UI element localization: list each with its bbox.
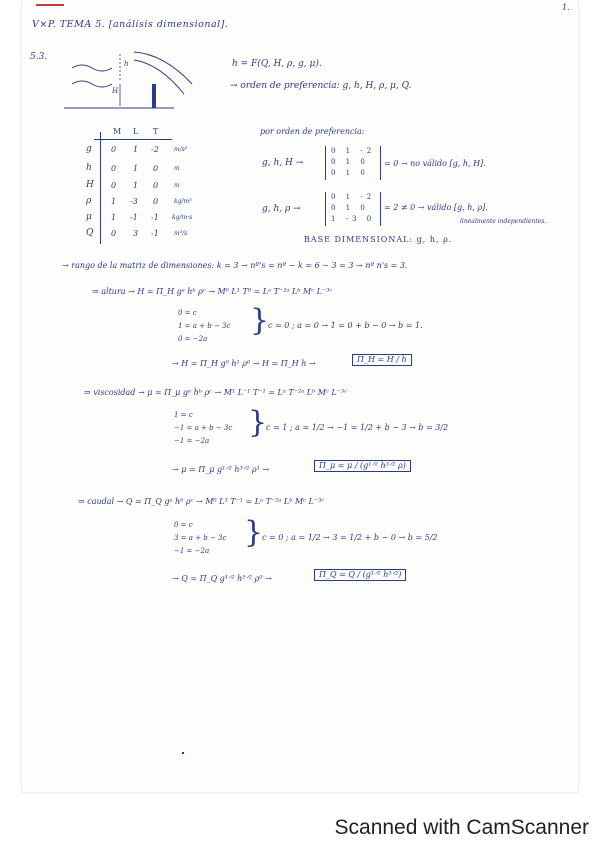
viscosidad-eq3: −1 = −2a bbox=[174, 437, 210, 445]
cell: 1 bbox=[111, 213, 117, 222]
case1-matrix-row: 0 1 0 bbox=[331, 169, 369, 177]
viscosidad-eq2: −1 = a + b − 3c bbox=[174, 424, 233, 432]
altura-eq3: 0 = −2a bbox=[178, 335, 208, 343]
viscosidad-result-lead: → μ = Π_μ g¹ᐟ² h³ᐟ² ρ¹ → bbox=[172, 465, 270, 474]
caudal-eq2: 3 = a + b − 3c bbox=[174, 534, 227, 542]
base-dimensional: BASE DIMENSIONAL: g, h, ρ. bbox=[304, 235, 453, 244]
scanned-page bbox=[22, 0, 578, 792]
preference-order: → orden de preferencia: g, h, H, ρ, μ, Q. bbox=[230, 81, 412, 91]
camscanner-watermark: Scanned with CamScanner bbox=[334, 816, 589, 839]
caudal-solution: c = 0 ; a = 1/2 → 3 = 1/2 + b − 0 → b = 5/2 bbox=[262, 533, 438, 542]
function-statement: h = F(Q, H, ρ, g, μ). bbox=[232, 59, 322, 69]
sketch-label-H: H bbox=[112, 87, 119, 95]
row-var: Q bbox=[86, 228, 94, 238]
cell: 0 bbox=[111, 145, 117, 154]
viscosidad-solution: c = 1 ; a = 1/2 → −1 = 1/2 + b − 3 → b = 3/2 bbox=[266, 423, 449, 432]
unit: m bbox=[174, 182, 180, 189]
page-title: V×P. TEMA 5. [análisis dimensional]. bbox=[32, 19, 229, 30]
row-var: h bbox=[86, 163, 92, 173]
viscosidad-eq1: 1 = c bbox=[174, 411, 193, 419]
preference-heading: por orden de preferencia: bbox=[260, 127, 365, 136]
caudal-result-box: Π_Q = Q / (g¹ᐟ² h⁵ᐟ²) bbox=[314, 569, 406, 581]
cell: 1 bbox=[133, 164, 139, 173]
cell: 1 bbox=[111, 197, 117, 206]
viscosidad-result-box: Π_μ = μ / (g¹ᐟ² h³ᐟ² ρ) bbox=[314, 460, 411, 472]
cell: 0 bbox=[153, 197, 159, 206]
case1-matrix-row: 0 1 0 bbox=[331, 158, 369, 166]
cell: -1 bbox=[130, 213, 138, 222]
page-number: 1. bbox=[562, 3, 570, 12]
cell: 0 bbox=[153, 181, 159, 190]
viscosidad-brace: } bbox=[248, 405, 268, 440]
case1-matrix-row: 0 1 -2 bbox=[331, 147, 376, 155]
case2-matrix-row: 0 1 0 bbox=[331, 204, 369, 212]
cell: 1 bbox=[133, 145, 139, 154]
row-var: ρ bbox=[86, 196, 92, 206]
case1-vars: g, h, H → bbox=[262, 158, 304, 168]
altura-result-lead: → H = Π_H g⁰ h¹ ρ⁰ → H = Π_H h → bbox=[172, 359, 316, 368]
caudal-result-lead: → Q = Π_Q g¹ᐟ² h⁵ᐟ² ρ⁰ → bbox=[172, 574, 272, 583]
viscosidad-title: ⇒ viscosidad → μ = Π_μ gᵃ hᵇ ρᶜ → M¹ L⁻¹ T⁻¹ = Lᵃ T⁻²ᵃ Lᵇ Mᶜ L⁻³ᶜ bbox=[84, 388, 347, 397]
case2-vars: g, h, ρ → bbox=[262, 204, 301, 214]
row-var: H bbox=[86, 180, 94, 190]
cell: 0 bbox=[153, 164, 159, 173]
altura-title: ⇒ altura → H = Π_H gᵃ hᵇ ρᶜ → M⁰ L¹ T⁰ = Lᵃ T⁻²ᵃ Lᵇ Mᶜ L⁻³ᶜ bbox=[92, 287, 333, 296]
unit: m/s² bbox=[174, 146, 188, 153]
caudal-title: ⇒ caudal → Q = Π_Q gᵃ hᵇ ρᶜ → M⁰ L³ T⁻¹ = Lᵃ T⁻²ᵃ Lᵇ Mᶜ L⁻³ᶜ bbox=[78, 497, 325, 506]
case1-result: = 0 → no válido [g, h, H]. bbox=[384, 159, 486, 168]
col-header-L: L bbox=[133, 127, 139, 136]
cell: -1 bbox=[151, 229, 159, 238]
cell: -1 bbox=[151, 213, 159, 222]
altura-solution: c = 0 ; a = 0 → 1 = 0 + b − 0 → b = 1. bbox=[268, 321, 423, 330]
problem-number: 5.3. bbox=[30, 52, 48, 62]
caudal-eq3: −1 = −2a bbox=[174, 547, 210, 555]
unit: kg/m·s bbox=[172, 214, 193, 221]
unit: m³/s bbox=[174, 230, 188, 237]
rank-line: → rango de la matriz de dimensiones: k = 3 → nº's = nº − k = 6 − 3 = 3 → nº n's = 3. bbox=[62, 261, 408, 270]
altura-brace: } bbox=[250, 303, 270, 338]
cell: -2 bbox=[151, 145, 159, 154]
caudal-eq1: 0 = c bbox=[174, 521, 193, 529]
row-var: μ bbox=[86, 212, 92, 222]
cell: 0 bbox=[111, 164, 117, 173]
altura-result-box: Π_H = H / h bbox=[352, 354, 412, 366]
cell: 0 bbox=[111, 181, 117, 190]
unit: kg/m³ bbox=[174, 198, 192, 205]
col-header-T: T bbox=[153, 127, 159, 136]
ink-dot bbox=[182, 752, 184, 754]
altura-eq2: 1 = a + b − 3c bbox=[178, 322, 231, 330]
unit: m bbox=[174, 165, 180, 172]
sketch-label-h: h bbox=[124, 60, 129, 68]
case2-matrix-row: 1 -3 0 bbox=[331, 215, 376, 223]
red-margin-mark bbox=[36, 4, 64, 6]
cell: -3 bbox=[130, 197, 138, 206]
cell: 3 bbox=[133, 229, 139, 238]
caudal-brace: } bbox=[244, 515, 264, 550]
cell: 0 bbox=[111, 229, 117, 238]
row-var: g bbox=[86, 144, 92, 154]
weir-sketch bbox=[64, 44, 194, 110]
cell: 1 bbox=[133, 181, 139, 190]
col-header-M: M bbox=[113, 127, 122, 136]
altura-eq1: 0 = c bbox=[178, 309, 197, 317]
case2-result: = 2 ≠ 0 → válido [g, h, ρ]. bbox=[384, 203, 488, 212]
case2-matrix-row: 0 1 -2 bbox=[331, 193, 376, 201]
case2-note: linealmente independientes. bbox=[460, 218, 547, 225]
